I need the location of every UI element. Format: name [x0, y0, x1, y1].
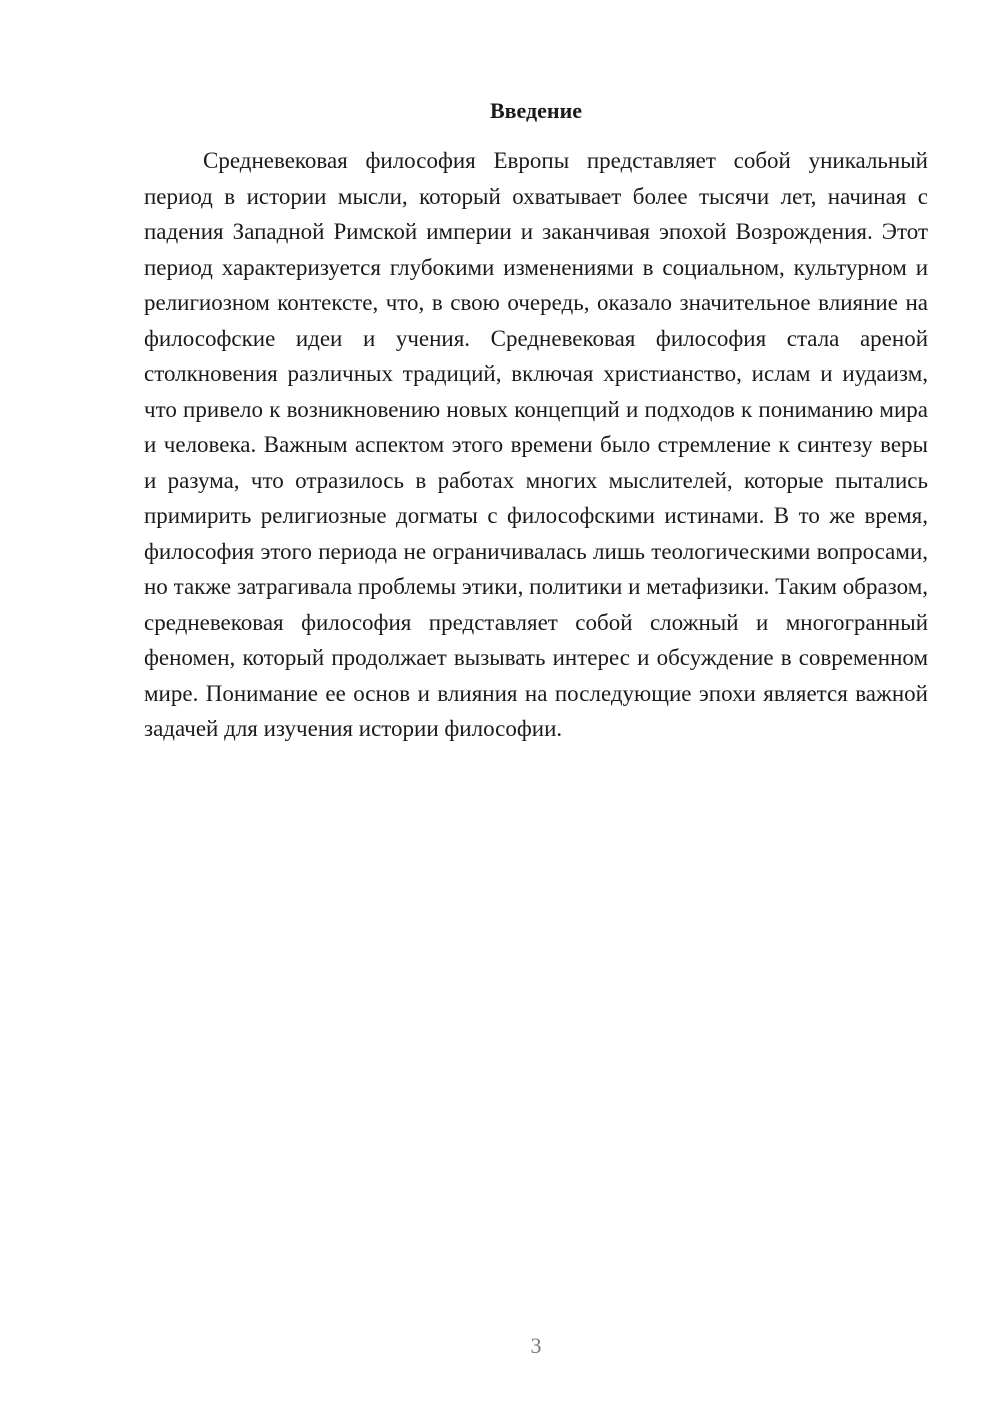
section-heading: Введение — [489, 98, 583, 123]
body-paragraph: Средневековая философия Европы представляет собой уникальный период в истории мысли, который охватывает более тысячи лет, начиная с падения Западной Римской империи и заканчивая эпохой Возрождения. Этот период характеризуется глубокими изменениями в социальном, культурном и религиозном контексте, что, в свою очередь, оказало значительное влияние на философские идеи и учения. Средневековая философия стала ареной столкновения различных традиций, включая христианство, ислам и иудаизм, что привело к возникновению новых концепций и подходов к пониманию мира и человека. Важным аспектом этого времени было стремление к синтезу веры и разума, что отразилось в работах многих мыслителей, которые пытались примирить религиозные догматы с философскими истинами. В то же время, философия этого периода не ограничивалась лишь теологическими вопросами, но также затрагивала проблемы этики, политики и метафизики. Таким образом, средневековая философия представляет собой сложный и многогранный феномен, который продолжает вызывать интерес и обсуждение в современном мире. Понимание ее основ и влияния на последующие эпохи является важной задачей для изучения истории философии. — [144, 148, 928, 741]
page-number: 3 — [530, 1333, 542, 1358]
